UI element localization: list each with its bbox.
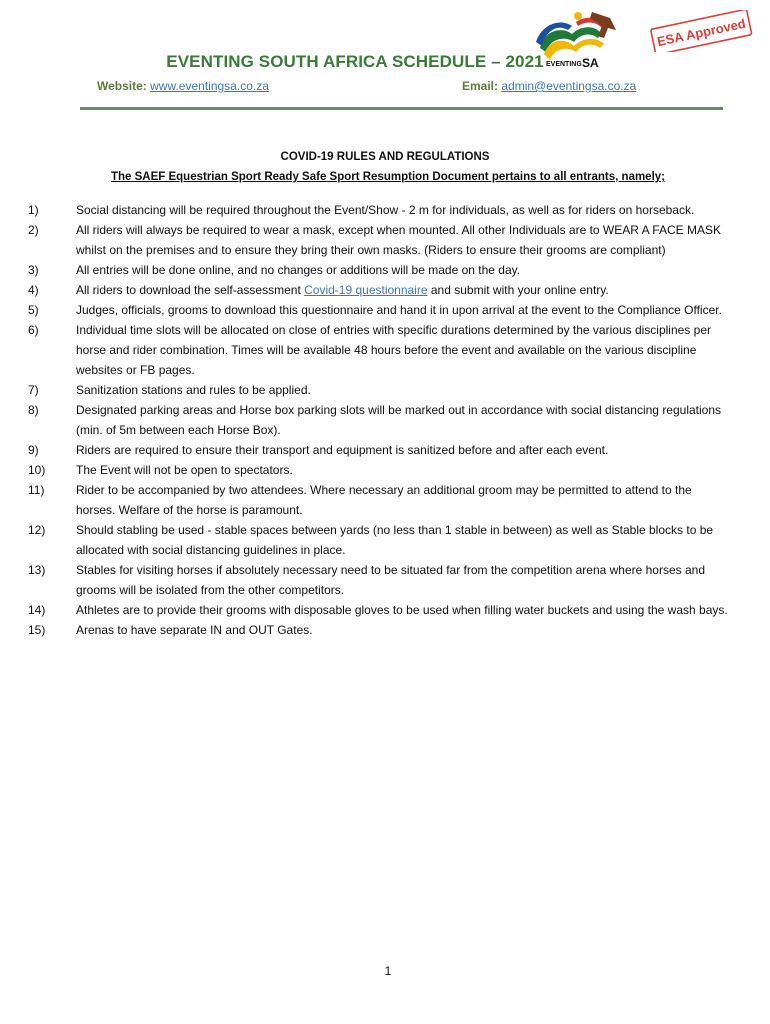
list-text: Individual time slots will be allocated on close of entries with specific durations determined by the various disciplines per horse and rider combination. Times will be available 48 hours before the event and available on the various discipline websites or FB pages. [76, 323, 711, 377]
list-number: 8) [28, 403, 39, 417]
list-item [28, 380, 728, 400]
email-link[interactable]: admin@eventingsa.co.za [501, 79, 637, 93]
page-title [0, 52, 770, 72]
list-item [28, 440, 728, 460]
list-item [28, 400, 728, 440]
list-text-before: All riders to download the self-assessment [76, 283, 305, 297]
list-text: Social distancing will be required throughout the Event/Show - 2 m for individuals, as well as for riders on horseback. [76, 203, 695, 217]
list-text [76, 280, 728, 300]
list-item [28, 260, 728, 280]
list-text: Sanitization stations and rules to be applied. [76, 383, 311, 397]
list-text: Stables for visiting horses if absolutely necessary need to be situated far from the competition arena where horses and grooms will be isolated from the other competitors. [76, 563, 706, 597]
website-line [97, 79, 269, 93]
list-number: 7) [28, 383, 39, 397]
website-link[interactable]: www.eventingsa.co.za [150, 79, 269, 93]
list-item [28, 320, 728, 380]
section-title: COVID-19 RULES AND REGULATIONS [280, 151, 490, 163]
section-subtitle: The SAEF Equestrian Sport Ready Safe Sport Resumption Document pertains to all entrants, namely; [110, 171, 666, 183]
logo-sa-text: SA [582, 56, 599, 70]
list-item [28, 560, 728, 600]
rules-list [28, 200, 728, 640]
list-text: Riders are required to ensure their transport and equipment is sanitized before and after each event. [76, 443, 609, 457]
list-number: 1) [28, 203, 39, 217]
list-number: 9) [28, 443, 39, 457]
list-text: Judges, officials, grooms to download this questionnaire and hand it in upon arrival at the event to the Compliance Officer. [76, 303, 722, 317]
list-number: 11) [28, 483, 45, 497]
list-number: 12) [28, 523, 46, 537]
list-text: Should stabling be used - stable spaces between yards (no less than 1 stable in between) as well as Stable blocks to be allocated with social distancing guidelines in place. [76, 523, 714, 557]
list-number: 4) [28, 283, 39, 297]
list-number: 13) [28, 563, 46, 577]
list-number: 10) [28, 463, 46, 477]
list-item [28, 460, 728, 480]
list-text: All riders will always be required to wear a mask, except when mounted. All other Individuals are to WEAR A FACE MASK whilst on the premises and to ensure they bring their own masks. (Riders to ensure their grooms are compliant) [76, 223, 721, 257]
list-number: 5) [28, 303, 39, 317]
list-text: Designated parking areas and Horse box parking slots will be marked out in accordance with social distancing regulations (min. of 5m between each Horse Box). [76, 403, 722, 437]
list-text: The Event will not be open to spectators. [76, 463, 293, 477]
list-item [28, 280, 728, 300]
stamp-text: ESA Approved [655, 15, 747, 50]
list-text: Arenas to have separate IN and OUT Gates. [76, 623, 313, 637]
esa-approved-stamp [648, 10, 754, 52]
list-item [28, 600, 728, 620]
list-item [28, 620, 728, 640]
list-number: 2) [28, 223, 39, 237]
email-label: Email: [462, 79, 499, 93]
logo-eventing-text: EVENTING [546, 61, 582, 68]
list-text: All entries will be done online, and no changes or additions will be made on the day. [76, 263, 521, 277]
list-number: 14) [28, 603, 46, 617]
list-item [28, 300, 728, 320]
email-line [462, 79, 636, 93]
list-item [28, 220, 728, 260]
eventing-sa-logo [532, 8, 622, 70]
covid-questionnaire-link[interactable]: Covid-19 questionnaire [304, 283, 428, 297]
list-item [28, 200, 728, 220]
list-item [28, 480, 728, 520]
list-item [28, 520, 728, 560]
list-number: 6) [28, 323, 39, 337]
list-text: Rider to be accompanied by two attendees. Where necessary an additional groom may be permitted to attend to the horses. Welfare of the horse is paramount. [76, 483, 692, 517]
header-divider [80, 107, 723, 110]
list-text-after: and submit with your online entry. [427, 283, 609, 297]
list-number: 3) [28, 263, 39, 277]
page-number: 1 [384, 964, 392, 978]
list-number: 15) [28, 623, 46, 637]
list-text: Athletes are to provide their grooms with disposable gloves to be used when filling water buckets and using the wash bays. [76, 603, 728, 617]
website-label: Website: [97, 79, 147, 93]
page-title-text: EVENTING SOUTH AFRICA SCHEDULE – 2021 [166, 52, 544, 71]
